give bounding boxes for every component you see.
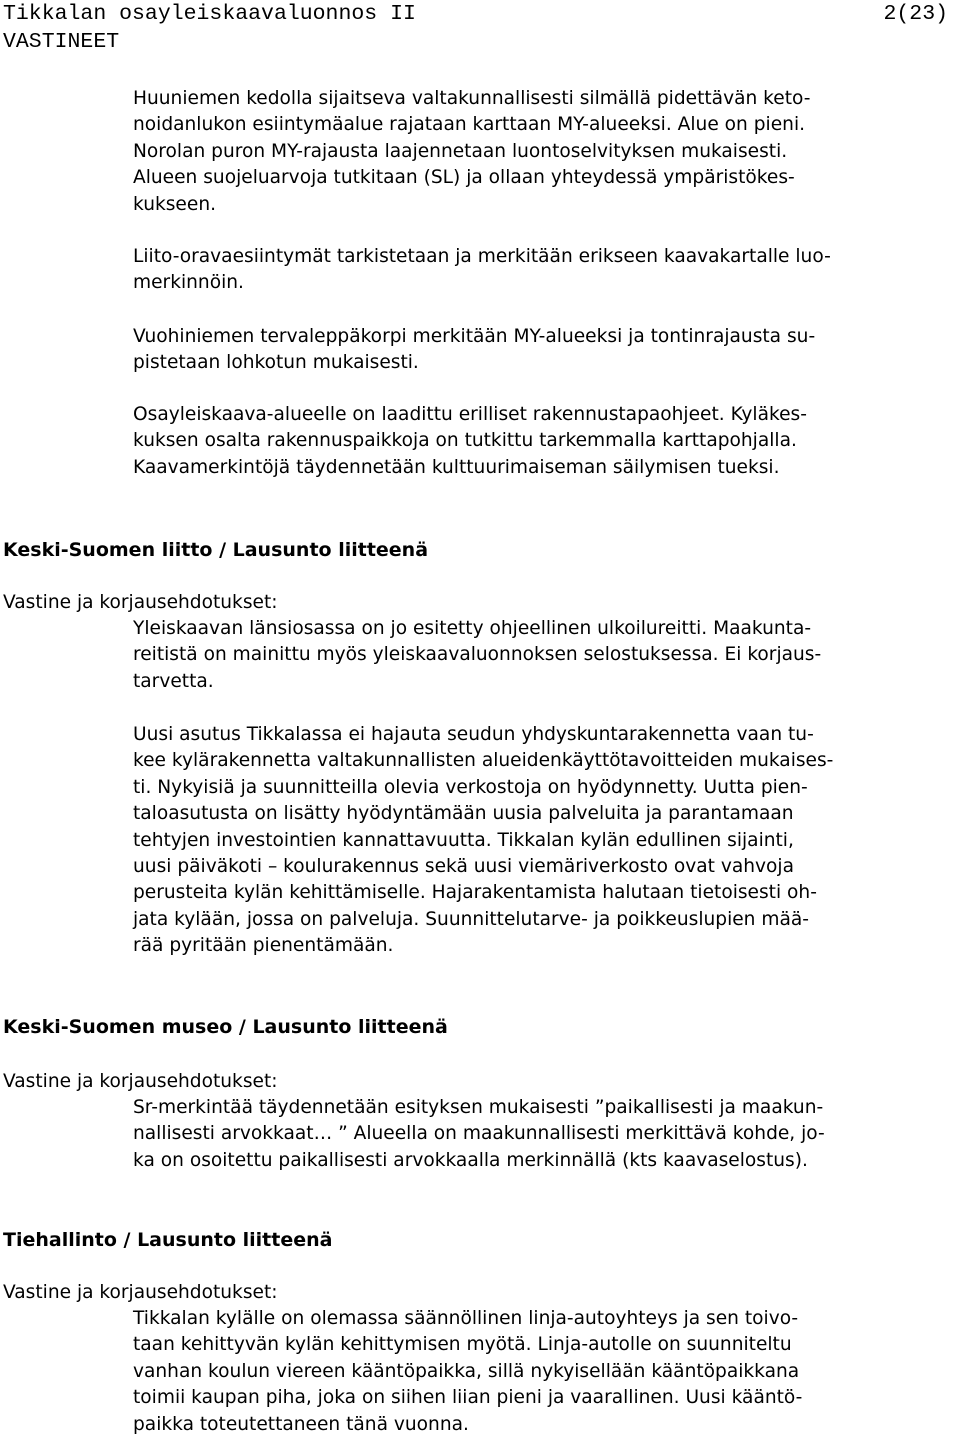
section-1-paragraph-2	[133, 722, 948, 960]
section-3-paragraph-1	[133, 1306, 948, 1438]
response-label: Vastine ja korjausehdotukset:	[3, 1282, 278, 1303]
text-line: taloasutusta on lisätty hyödyntämään uusia palveluita ja parantamaan	[133, 803, 794, 825]
text-line: tehtyjen investointien kannattavuutta. Tikkalan kylän edullinen sijainti,	[133, 829, 794, 851]
text-line: reitistä on mainittu myös yleiskaavaluonnoksen selostuksessa. Ei korjaus-	[133, 644, 822, 666]
intro-paragraph-4	[133, 402, 948, 481]
text-line: ka on osoitettu paikallisesti arvokkaalla merkinnällä (kts kaavaselostus).	[133, 1149, 808, 1171]
page-number: 2(23)	[883, 2, 948, 26]
section-2-paragraph-1	[133, 1095, 948, 1174]
text-line: kee kylärakennetta valtakunnallisten alueidenkäyttötavoitteiden mukaises-	[133, 750, 834, 772]
intro-paragraph-2	[133, 244, 948, 297]
text-line: Kaavamerkintöjä täydennetään kulttuurimaiseman säilymisen tueksi.	[133, 456, 780, 478]
text-line: Norolan puron MY-rajausta laajennetaan luontoselvityksen mukaisesti.	[133, 140, 788, 162]
text-line: Huuniemen kedolla sijaitseva valtakunnallisesti silmällä pidettävän keto-	[133, 88, 811, 109]
text-line: Alueen suojeluarvoja tutkitaan (SL) ja ollaan yhteydessä ympäristökes-	[133, 167, 795, 189]
text-line: vanhan koulun viereen kääntöpaikka, sillä nykyisellään kääntöpaikkana	[133, 1360, 800, 1382]
intro-paragraph-3	[133, 324, 948, 377]
section-1-paragraph-1	[133, 616, 948, 695]
text-line: kuksen osalta rakennuspaikkoja on tutkittu tarkemmalla karttapohjalla.	[133, 430, 797, 452]
section-heading-keski-suomen-liitto: Keski-Suomen liitto / Lausunto liitteenä	[3, 539, 429, 561]
text-line: Uusi asutus Tikkalassa ei hajauta seudun yhdyskuntarakennetta vaan tu-	[133, 724, 814, 745]
text-line: Sr-merkintää täydennetään esityksen mukaisesti ”paikallisesti ja maakun-	[133, 1097, 824, 1118]
text-line: Yleiskaavan länsiosassa on jo esitetty ohjeellinen ulkoilureitti. Maakunta-	[133, 618, 812, 639]
text-line: Tikkalan kylälle on olemassa säännöllinen linja-autoyhteys ja sen toivo-	[133, 1308, 799, 1329]
text-line: nallisesti arvokkaat… ” Alueella on maakunnallisesti merkittävä kohde, jo-	[133, 1123, 825, 1145]
text-line: jata kylään, jossa on palveluja. Suunnittelutarve- ja poikkeuslupien mää-	[133, 908, 809, 930]
text-line: Vuohiniemen tervaleppäkorpi merkitään MY-alueeksi ja tontinrajausta su-	[133, 326, 816, 347]
text-line: uusi päiväkoti – koulurakennus sekä uusi viemäriverkosto ovat vahvoja	[133, 855, 794, 877]
text-line: toimii kaupan piha, joka on siihen liian pieni ja vaarallinen. Uusi kääntö-	[133, 1387, 803, 1409]
text-line: tarvetta.	[133, 670, 214, 692]
text-line: paikka toteutettaneen tänä vuonna.	[133, 1413, 469, 1435]
document-title: Tikkalan osayleiskaavaluonnos II	[3, 2, 416, 26]
text-line: rää pyritään pienentämään.	[133, 935, 394, 957]
response-label: Vastine ja korjausehdotukset:	[3, 1071, 278, 1092]
response-label: Vastine ja korjausehdotukset:	[3, 592, 278, 613]
section-heading-keski-suomen-museo: Keski-Suomen museo / Lausunto liitteenä	[3, 1016, 448, 1038]
intro-paragraph-1	[133, 86, 948, 218]
text-line: Liito-oravaesiintymät tarkistetaan ja merkitään erikseen kaavakartalle luo-	[133, 246, 831, 267]
text-line: merkinnöin.	[133, 272, 244, 294]
text-line: Osayleiskaava-alueelle on laadittu erilliset rakennustapaohjeet. Kyläkes-	[133, 404, 807, 425]
text-line: perusteita kylän kehittämiselle. Hajarakentamista halutaan tietoisesti oh-	[133, 882, 817, 904]
text-line: noidanlukon esiintymäalue rajataan karttaan MY-alueeksi. Alue on pieni.	[133, 114, 806, 136]
text-line: kukseen.	[133, 193, 217, 215]
text-line: ti. Nykyisiä ja suunnitteilla olevia verkostoja on hyödynnetty. Uutta pien-	[133, 776, 808, 798]
section-heading-tiehallinto: Tiehallinto / Lausunto liitteenä	[3, 1229, 333, 1251]
text-line: taan kehittyvän kylän kehittymisen myötä. Linja-autolle on suunniteltu	[133, 1334, 792, 1356]
document-subtitle: VASTINEET	[3, 30, 120, 54]
text-line: pistetaan lohkotun mukaisesti.	[133, 352, 419, 374]
